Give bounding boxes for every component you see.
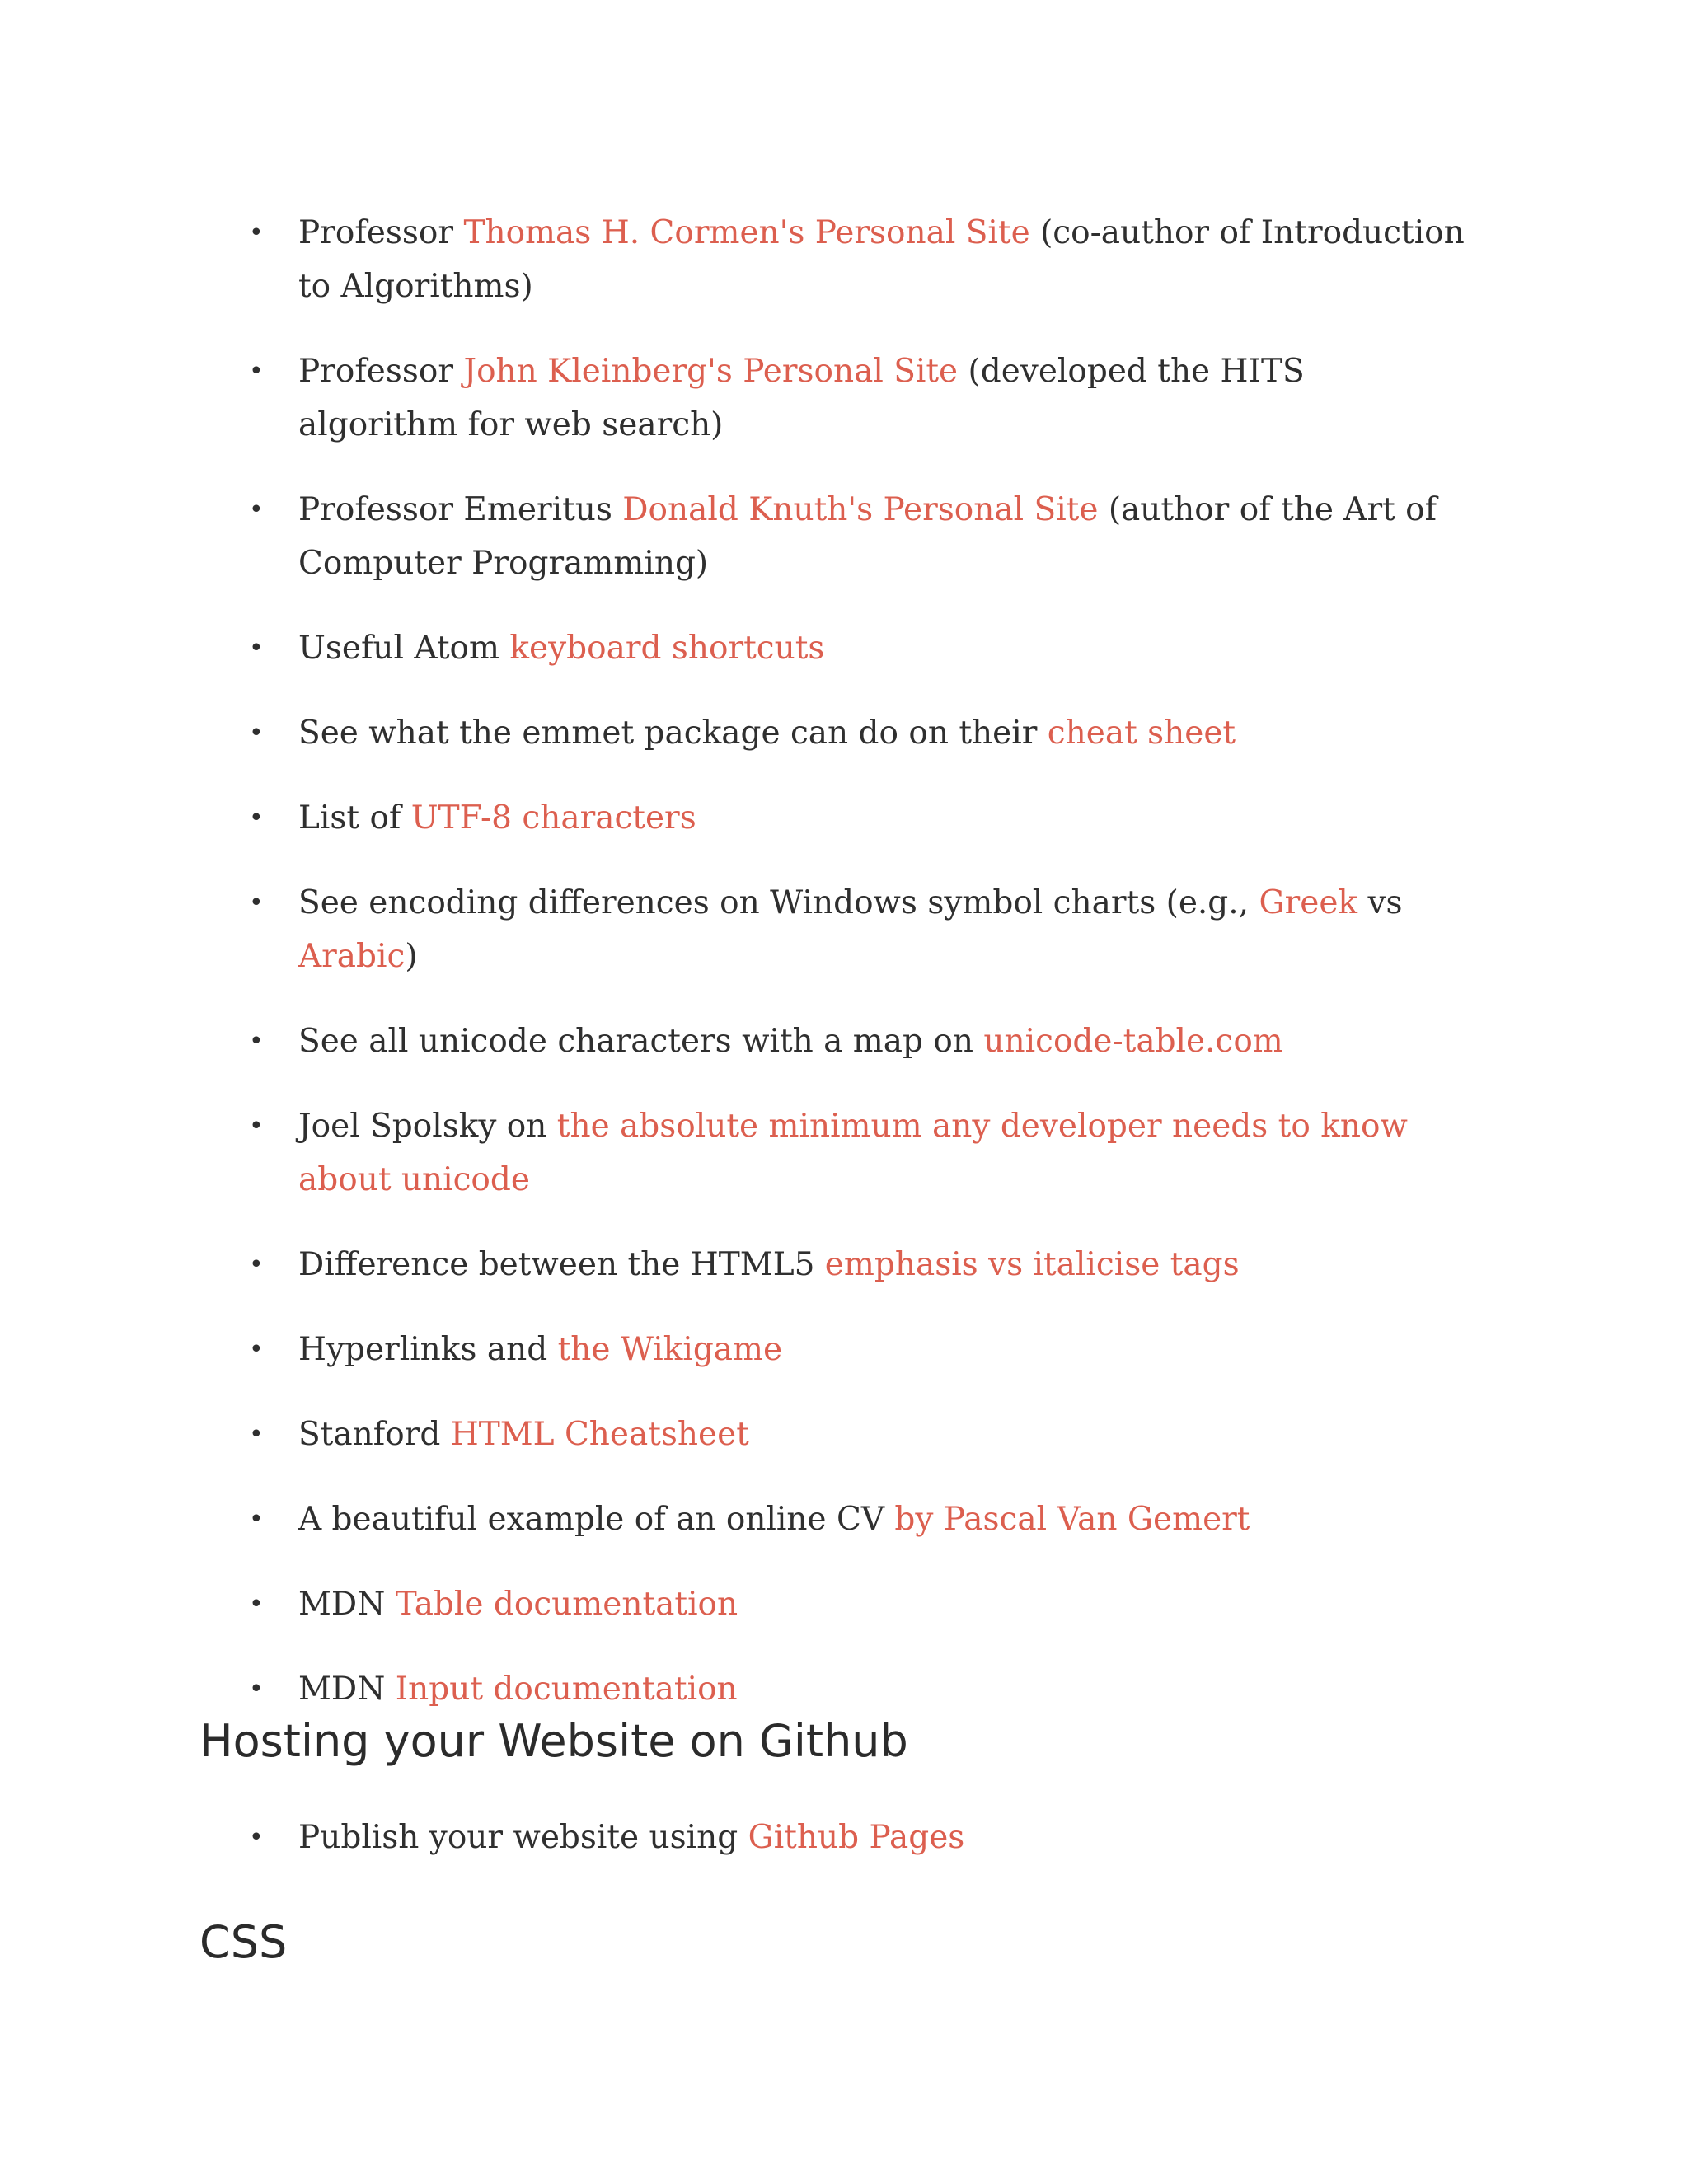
cormen-site-link[interactable]: Thomas H. Cormen's Personal Site <box>463 214 1030 251</box>
emmet-cheat-sheet-link[interactable]: cheat sheet <box>1047 715 1236 752</box>
list-item <box>0 621 1688 675</box>
item-text: Joel Spolsky on <box>298 1108 557 1145</box>
bullet: • <box>249 1250 264 1279</box>
section-heading-css: CSS <box>199 1916 288 1968</box>
atom-shortcuts-link[interactable]: keyboard shortcuts <box>509 630 825 667</box>
item-text: See what the emmet package can do on their <box>298 715 1048 752</box>
list-item <box>0 1238 1688 1291</box>
bullet: • <box>249 804 264 832</box>
bullet: • <box>249 1420 264 1449</box>
kleinberg-site-link[interactable]: John Kleinberg's Personal Site <box>463 353 959 390</box>
item-text: MDN <box>298 1671 396 1708</box>
list-item <box>0 1811 1688 1864</box>
list-item <box>0 876 1688 983</box>
utf8-characters-link[interactable]: UTF-8 characters <box>410 799 696 837</box>
item-text: List of <box>298 799 411 837</box>
bullet: • <box>249 634 264 663</box>
bullet: • <box>249 1335 264 1364</box>
item-text: Stanford <box>298 1416 451 1453</box>
unicode-table-link[interactable]: unicode-table.com <box>983 1023 1283 1060</box>
item-text: Professor Emeritus <box>298 491 623 528</box>
list-item <box>0 1493 1688 1546</box>
item-text: ) <box>405 938 418 975</box>
item-text: Publish your website using <box>298 1819 748 1856</box>
mdn-table-link[interactable]: Table documentation <box>395 1586 738 1623</box>
resource-link-list <box>0 206 1688 1747</box>
list-item <box>0 1662 1688 1716</box>
item-text: Useful Atom <box>298 630 510 667</box>
html-cheatsheet-link[interactable]: HTML Cheatsheet <box>450 1416 749 1453</box>
item-text: See all unicode characters with a map on <box>298 1023 984 1060</box>
online-cv-link[interactable]: by Pascal Van Gemert <box>894 1501 1250 1538</box>
item-text: (author of the Art of Computer Programming) <box>298 491 1437 582</box>
item-text: Hyperlinks and <box>298 1331 558 1368</box>
bullet: • <box>249 1590 264 1619</box>
github-pages-link[interactable]: Github Pages <box>748 1819 965 1856</box>
bullet: • <box>249 495 264 524</box>
item-text: (co-author of Introduction to Algorithms) <box>298 214 1465 305</box>
spolsky-unicode-link[interactable]: the absolute minimum any developer needs to know about unicode <box>298 1108 1408 1198</box>
list-item <box>0 1577 1688 1631</box>
emphasis-vs-italic-link[interactable]: emphasis vs italicise tags <box>824 1246 1240 1283</box>
list-item <box>0 344 1688 452</box>
list-item <box>0 706 1688 760</box>
bullet: • <box>249 1027 264 1056</box>
list-item <box>0 791 1688 845</box>
list-item <box>0 1323 1688 1376</box>
item-text: Professor <box>298 353 464 390</box>
bullet: • <box>249 357 264 386</box>
list-item <box>0 483 1688 590</box>
item-text: A beautiful example of an online CV <box>298 1501 895 1538</box>
arabic-chart-link[interactable]: Arabic <box>298 938 406 975</box>
wikigame-link[interactable]: the Wikigame <box>557 1331 783 1368</box>
item-text: MDN <box>298 1586 396 1623</box>
bullet: • <box>249 888 264 917</box>
bullet: • <box>249 1823 264 1852</box>
mdn-input-link[interactable]: Input documentation <box>395 1671 738 1708</box>
list-item <box>0 1015 1688 1068</box>
section-heading-hosting: Hosting your Website on Github <box>199 1715 908 1767</box>
item-text: vs <box>1357 884 1403 921</box>
list-item <box>0 1408 1688 1461</box>
list-item <box>0 206 1688 313</box>
bullet: • <box>249 719 264 748</box>
hosting-link-list <box>0 1811 1688 1896</box>
item-text: (developed the HITS algorithm for web search) <box>298 353 1305 443</box>
bullet: • <box>249 1112 264 1141</box>
list-item <box>0 1099 1688 1207</box>
item-text: Difference between the HTML5 <box>298 1246 825 1283</box>
bullet: • <box>249 1505 264 1534</box>
bullet: • <box>249 218 264 247</box>
item-text: See encoding differences on Windows symbol charts (e.g., <box>298 884 1259 921</box>
bullet: • <box>249 1675 264 1704</box>
item-text: Professor <box>298 214 464 251</box>
knuth-site-link[interactable]: Donald Knuth's Personal Site <box>622 491 1099 528</box>
greek-chart-link[interactable]: Greek <box>1259 884 1358 921</box>
